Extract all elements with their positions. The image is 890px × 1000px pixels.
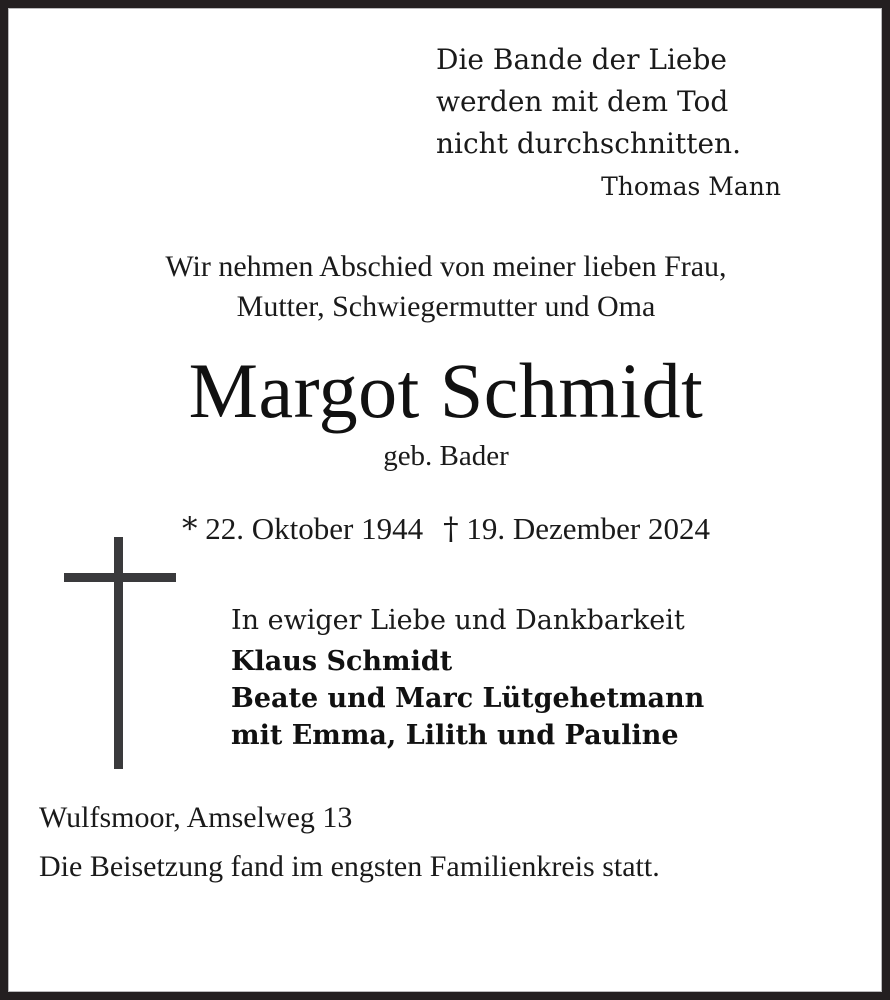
quote-line-1: Die Bande der Liebe xyxy=(436,43,727,76)
notice-inner-frame xyxy=(8,8,882,992)
cross-vertical-bar xyxy=(114,537,123,769)
cross-horizontal-bar xyxy=(64,573,176,582)
intro-block xyxy=(9,247,882,327)
intro-line-2: Mutter, Schwiegermutter und Oma xyxy=(236,290,656,323)
deceased-name: Margot Schmidt xyxy=(188,347,704,434)
family-name-3: mit Emma, Lilith und Pauline xyxy=(231,720,679,751)
maiden-name: geb. Bader xyxy=(383,440,509,472)
birth-date xyxy=(182,511,423,546)
death-dagger-icon: † xyxy=(443,511,459,547)
christian-cross-icon xyxy=(64,537,176,769)
quote-line-3: nicht durchschnitten. xyxy=(436,127,741,160)
death-date-value: 19. Dezember 2024 xyxy=(466,511,710,546)
footer-block xyxy=(39,793,859,891)
birth-date-value: 22. Oktober 1944 xyxy=(205,511,424,546)
footer-burial-note: Die Beisetzung fand im engsten Familienkreis statt. xyxy=(39,850,660,883)
birth-star-icon: * xyxy=(182,511,198,547)
death-date xyxy=(443,511,710,546)
family-name-1: Klaus Schmidt xyxy=(231,646,453,677)
intro-line-1: Wir nehmen Abschied von meiner lieben Frau, xyxy=(165,250,727,283)
name-block xyxy=(9,347,882,475)
tribute-heading: In ewiger Liebe und Dankbarkeit xyxy=(231,605,685,636)
tribute-block xyxy=(231,599,791,754)
quote-block xyxy=(436,39,781,207)
quote-author: Thomas Mann xyxy=(601,172,781,201)
quote-line-2: werden mit dem Tod xyxy=(436,85,729,118)
footer-address: Wulfsmoor, Amselweg 13 xyxy=(39,801,353,834)
family-name-2: Beate und Marc Lütgehetmann xyxy=(231,683,705,714)
